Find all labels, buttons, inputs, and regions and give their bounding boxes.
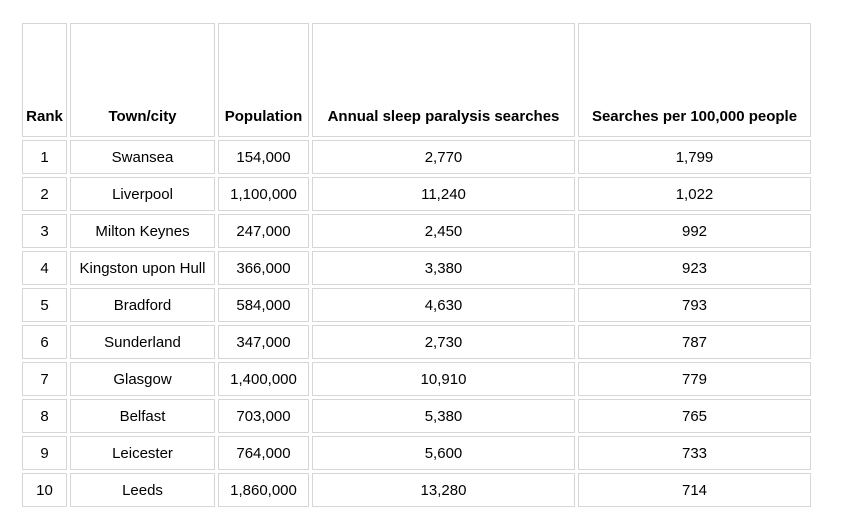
- ranking-table: [19, 20, 814, 510]
- cell-searches: 13,280: [312, 473, 575, 507]
- cell-town: Milton Keynes: [70, 214, 215, 248]
- table-row: [22, 473, 811, 507]
- cell-per-100k: 779: [578, 362, 811, 396]
- cell-population: 154,000: [218, 140, 309, 174]
- cell-rank: 4: [22, 251, 67, 285]
- cell-per-100k: 992: [578, 214, 811, 248]
- cell-per-100k: 923: [578, 251, 811, 285]
- cell-town: Bradford: [70, 288, 215, 322]
- table-row: [22, 436, 811, 470]
- header-per-100k: Searches per 100,000 people: [578, 23, 811, 137]
- cell-town: Liverpool: [70, 177, 215, 211]
- cell-searches: 11,240: [312, 177, 575, 211]
- header-rank: Rank: [22, 23, 67, 137]
- table-row: [22, 325, 811, 359]
- table-row: [22, 362, 811, 396]
- header-town: Town/city: [70, 23, 215, 137]
- cell-searches: 10,910: [312, 362, 575, 396]
- cell-rank: 1: [22, 140, 67, 174]
- table-row: [22, 399, 811, 433]
- cell-population: 584,000: [218, 288, 309, 322]
- cell-rank: 10: [22, 473, 67, 507]
- cell-population: 247,000: [218, 214, 309, 248]
- table-row: [22, 140, 811, 174]
- table-body: [22, 140, 811, 507]
- cell-population: 703,000: [218, 399, 309, 433]
- cell-population: 366,000: [218, 251, 309, 285]
- cell-per-100k: 1,799: [578, 140, 811, 174]
- cell-searches: 2,770: [312, 140, 575, 174]
- cell-town: Glasgow: [70, 362, 215, 396]
- cell-searches: 4,630: [312, 288, 575, 322]
- cell-town: Swansea: [70, 140, 215, 174]
- table-row: [22, 288, 811, 322]
- cell-searches: 5,600: [312, 436, 575, 470]
- cell-rank: 5: [22, 288, 67, 322]
- cell-per-100k: 1,022: [578, 177, 811, 211]
- cell-searches: 5,380: [312, 399, 575, 433]
- cell-rank: 8: [22, 399, 67, 433]
- cell-rank: 3: [22, 214, 67, 248]
- cell-town: Sunderland: [70, 325, 215, 359]
- cell-town: Leicester: [70, 436, 215, 470]
- header-population: Population: [218, 23, 309, 137]
- cell-per-100k: 793: [578, 288, 811, 322]
- cell-rank: 7: [22, 362, 67, 396]
- cell-searches: 2,730: [312, 325, 575, 359]
- cell-searches: 2,450: [312, 214, 575, 248]
- cell-rank: 9: [22, 436, 67, 470]
- header-searches: Annual sleep paralysis searches: [312, 23, 575, 137]
- cell-town: Leeds: [70, 473, 215, 507]
- header-row: [22, 23, 811, 137]
- cell-per-100k: 765: [578, 399, 811, 433]
- cell-town: Belfast: [70, 399, 215, 433]
- table-row: [22, 251, 811, 285]
- cell-rank: 6: [22, 325, 67, 359]
- cell-population: 1,400,000: [218, 362, 309, 396]
- table-row: [22, 214, 811, 248]
- cell-per-100k: 714: [578, 473, 811, 507]
- cell-per-100k: 733: [578, 436, 811, 470]
- cell-population: 1,100,000: [218, 177, 309, 211]
- cell-population: 764,000: [218, 436, 309, 470]
- cell-per-100k: 787: [578, 325, 811, 359]
- cell-population: 1,860,000: [218, 473, 309, 507]
- cell-town: Kingston upon Hull: [70, 251, 215, 285]
- cell-searches: 3,380: [312, 251, 575, 285]
- cell-rank: 2: [22, 177, 67, 211]
- cell-population: 347,000: [218, 325, 309, 359]
- table-row: [22, 177, 811, 211]
